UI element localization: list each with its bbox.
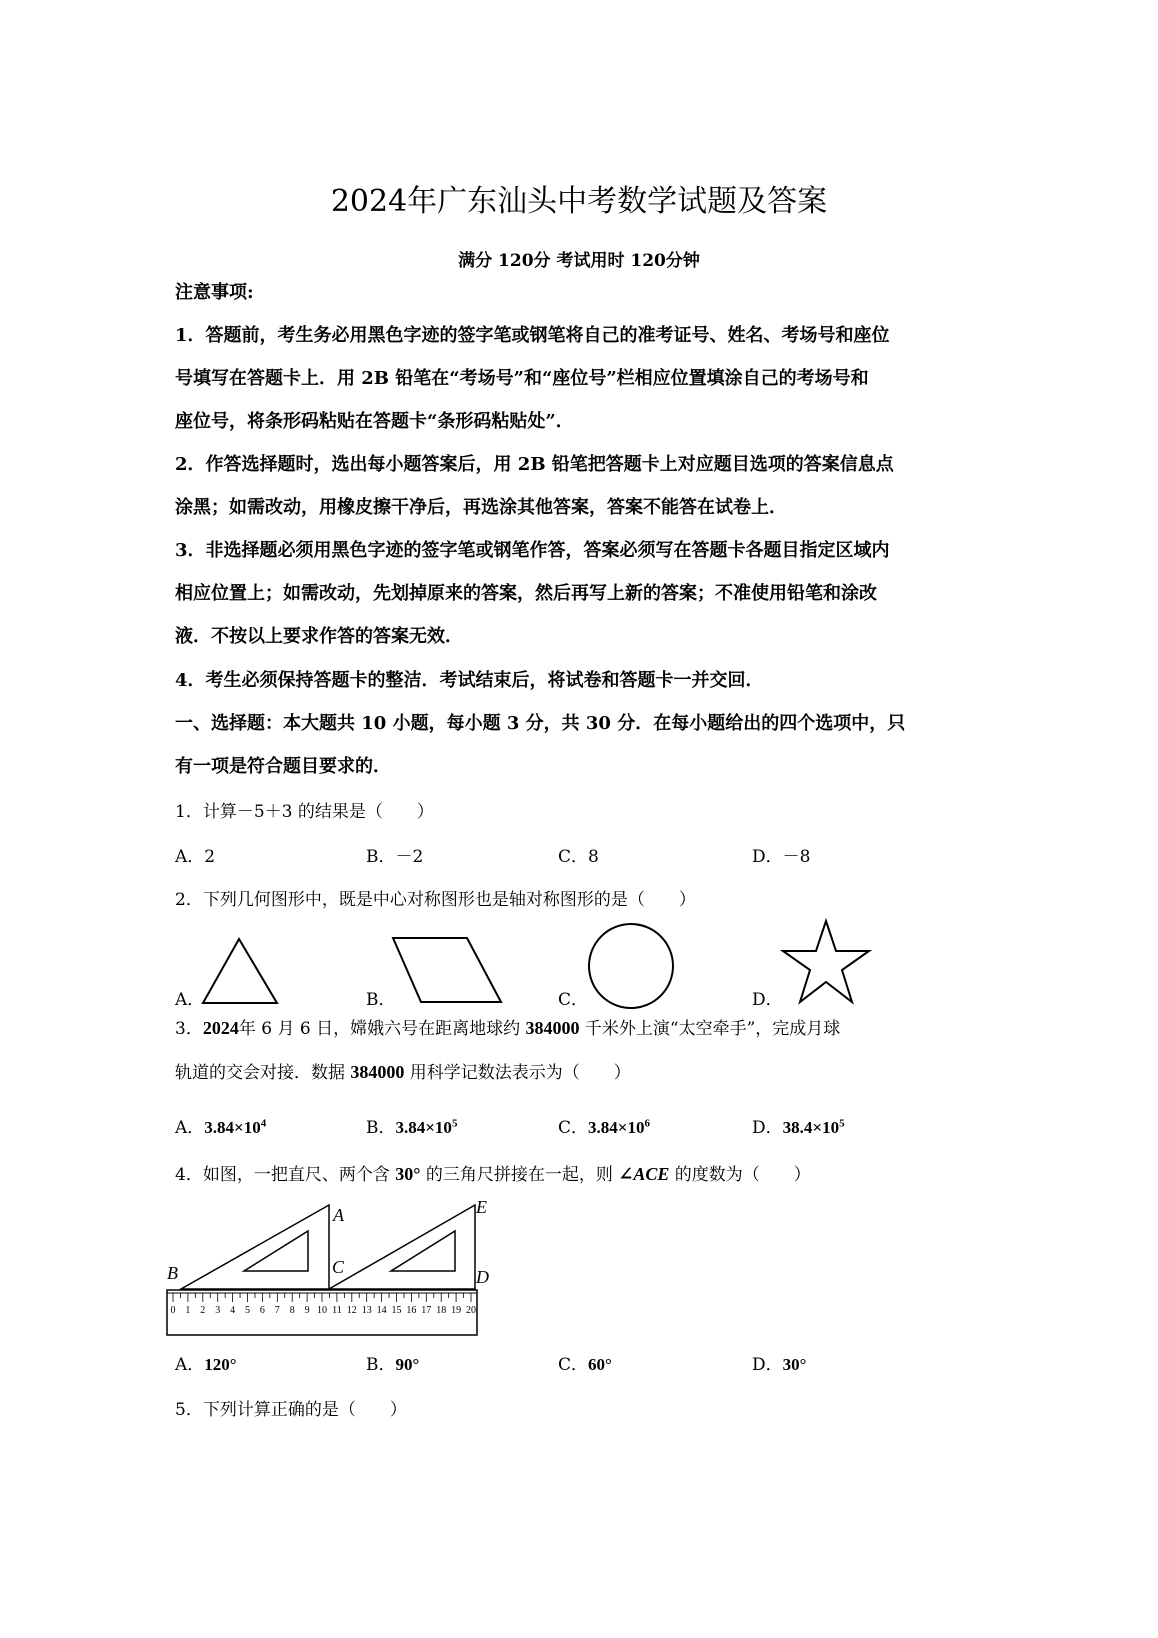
q3-text: 轨道的交会对接．数据: [175, 1063, 351, 1083]
q3-option-exponent: 5: [839, 1117, 845, 1130]
q4-option-value: 120°: [204, 1355, 237, 1374]
q3-option-exponent: 6: [644, 1117, 650, 1130]
question-3-stem: [175, 1014, 840, 1039]
section-heading: 一、选择题：本大题共 10 小题，每小题 3 分，共 30 分．在每小题给出的四个选项中，只: [175, 713, 906, 734]
notice-line: 涂黑；如需改动，用橡皮擦干净后，再选涂其他答案，答案不能答在试卷上．: [175, 497, 787, 518]
q3-option-d: [752, 1113, 845, 1138]
q3-option-label: B．: [366, 1118, 396, 1138]
ruler-tick-label: 1: [185, 1305, 191, 1316]
ruler-tick-label: 8: [289, 1305, 295, 1316]
ruler-tick-label: 16: [406, 1305, 417, 1316]
point-a-label: A: [333, 1205, 344, 1225]
ruler-tick-label: 6: [259, 1305, 265, 1316]
q2-option-c: C．: [558, 990, 589, 1010]
q4-option-value: 30°: [782, 1355, 807, 1374]
q3-text: 千米外上演“太空牵手”，完成月球: [579, 1019, 841, 1039]
q3-option-exponent: 4: [260, 1117, 267, 1130]
notice-line: 座位号，将条形码粘贴在答题卡“条形码粘贴处”．: [175, 411, 574, 432]
notice-heading: 注意事项:: [175, 282, 254, 303]
q3-option-value: 38.4×10: [782, 1118, 840, 1137]
notice-line: 液．不按以上要求作答的答案无效．: [175, 626, 463, 647]
triangle-cde-inner: [391, 1231, 455, 1271]
q3-option-label: C．: [558, 1118, 589, 1138]
q1-option-c: C．8: [558, 847, 599, 867]
notice-line: 3．非选择题必须用黑色字迹的签字笔或钢笔作答，答案必须写在答题卡各题目指定区域内: [175, 540, 890, 561]
ruler-tick-label: 20: [466, 1305, 476, 1316]
ruler-tick-label: 14: [376, 1305, 387, 1316]
ruler-tick-label: 11: [332, 1305, 342, 1316]
triangle-cde: [329, 1205, 475, 1289]
ruler-triangles-figure: [165, 1195, 495, 1345]
q4-text: 的三角尺拼接在一起，则: [420, 1165, 619, 1185]
q3-distance: 384000: [525, 1018, 580, 1038]
q3-option-exponent: 5: [451, 1117, 458, 1130]
q4-option-c: [558, 1350, 612, 1375]
q4-option-d: [752, 1350, 806, 1375]
ruler-tick-label: 12: [346, 1305, 357, 1316]
ruler-tick-label: 7: [274, 1305, 280, 1316]
star-figure: [780, 918, 874, 1010]
q3-text: 用科学记数法表示为（ ）: [404, 1063, 631, 1083]
q2-option-d: D．: [752, 990, 783, 1010]
notice-line: 相应位置上；如需改动，先划掉原来的答案，然后再写上新的答案；不准使用铅笔和涂改: [175, 583, 877, 604]
q3-option-value: 3.84×10: [204, 1118, 261, 1137]
q3-option-value: 3.84×10: [395, 1118, 452, 1137]
q4-option-a: [175, 1350, 237, 1375]
ruler-tick-label: 15: [391, 1305, 402, 1316]
q3-option-c: [558, 1113, 650, 1138]
question-2-stem: 2．下列几何图形中，既是中心对称图形也是轴对称图形的是（ ）: [175, 890, 696, 910]
point-e-label: E: [476, 1197, 487, 1217]
ruler-tick-label: 10: [317, 1305, 327, 1316]
ruler-tick-label: 13: [361, 1305, 372, 1316]
q4-text: 的度数为（ ）: [669, 1165, 811, 1185]
triangle-figure: [195, 935, 285, 1007]
q4-option-value: 90°: [395, 1355, 420, 1374]
q3-number: 3．: [175, 1019, 203, 1039]
point-c-label: C: [332, 1257, 345, 1277]
q4-text: 4．如图，一把直尺、两个含: [175, 1165, 396, 1185]
ruler-tick-label: 19: [451, 1305, 462, 1316]
ruler-ticks: [171, 1293, 477, 1316]
page-title: 2024年广东汕头中考数学试题及答案: [330, 184, 828, 219]
q4-option-label: B．: [366, 1355, 396, 1375]
point-b-label: B: [167, 1263, 178, 1283]
q1-option-d: D．－8: [752, 847, 811, 867]
circle-figure: [585, 920, 677, 1012]
question-1-stem: 1．计算－5＋3 的结果是（ ）: [175, 802, 434, 822]
q3-year: 2024: [202, 1018, 239, 1038]
triangle-abc: [181, 1205, 329, 1289]
ruler-tick-label: 17: [421, 1305, 432, 1316]
q3-option-label: A．: [175, 1118, 205, 1138]
triangle-abc-inner: [244, 1231, 308, 1271]
q4-option-label: C．: [558, 1355, 589, 1375]
q2-option-b: B．: [366, 990, 396, 1010]
q1-option-b: B．－2: [366, 847, 424, 867]
q4-target-angle: ∠ACE: [618, 1164, 670, 1184]
ruler-tick-label: 18: [436, 1305, 447, 1316]
q4-angle: 30°: [395, 1164, 421, 1184]
question-3-stem-line2: [175, 1058, 631, 1083]
ruler-tick-label: 9: [304, 1305, 310, 1316]
ruler-tick-label: 4: [230, 1305, 236, 1316]
q3-option-a: [175, 1113, 266, 1138]
q4-option-value: 60°: [588, 1355, 612, 1374]
question-4-stem: [175, 1160, 811, 1185]
notice-line: 号填写在答题卡上．用 2B 铅笔在“考场号”和“座位号”栏相应位置填涂自己的考场号和: [175, 368, 869, 389]
point-d-label: D: [476, 1267, 489, 1287]
q1-option-a: A．2: [175, 847, 216, 867]
question-5-stem: 5．下列计算正确的是（ ）: [175, 1400, 407, 1420]
q3-option-b: [366, 1113, 457, 1138]
q3-option-label: D．: [752, 1118, 783, 1138]
q2-option-a: A．: [175, 990, 205, 1010]
ruler-tick-label: 0: [170, 1305, 176, 1316]
section-heading: 有一项是符合题目要求的．: [175, 756, 391, 777]
ruler-tick-label: 5: [245, 1305, 250, 1316]
q3-option-value: 3.84×10: [588, 1118, 645, 1137]
notice-line: 1．答题前，考生务必用黑色字迹的签字笔或钢笔将自己的准考证号、姓名、考场号和座位: [175, 325, 890, 346]
parallelogram-figure: [387, 932, 507, 1008]
q4-option-label: D．: [752, 1355, 783, 1375]
q3-text: 年 6 月 6 日，嫦娥六号在距离地球约: [238, 1019, 526, 1039]
q4-option-b: [366, 1350, 419, 1375]
q3-data: 384000: [350, 1062, 405, 1082]
notice-line: 4．考生必须保持答题卡的整洁．考试结束后，将试卷和答题卡一并交回．: [175, 670, 764, 691]
notice-line: 2．作答选择题时，选出每小题答案后，用 2B 铅笔把答题卡上对应题目选项的答案信息点: [175, 454, 894, 475]
ruler-tick-label: 3: [215, 1305, 221, 1316]
q4-option-label: A．: [175, 1355, 205, 1375]
page-subtitle: 满分 120分 考试用时 120分钟: [458, 251, 700, 271]
ruler-tick-label: 2: [200, 1305, 206, 1316]
